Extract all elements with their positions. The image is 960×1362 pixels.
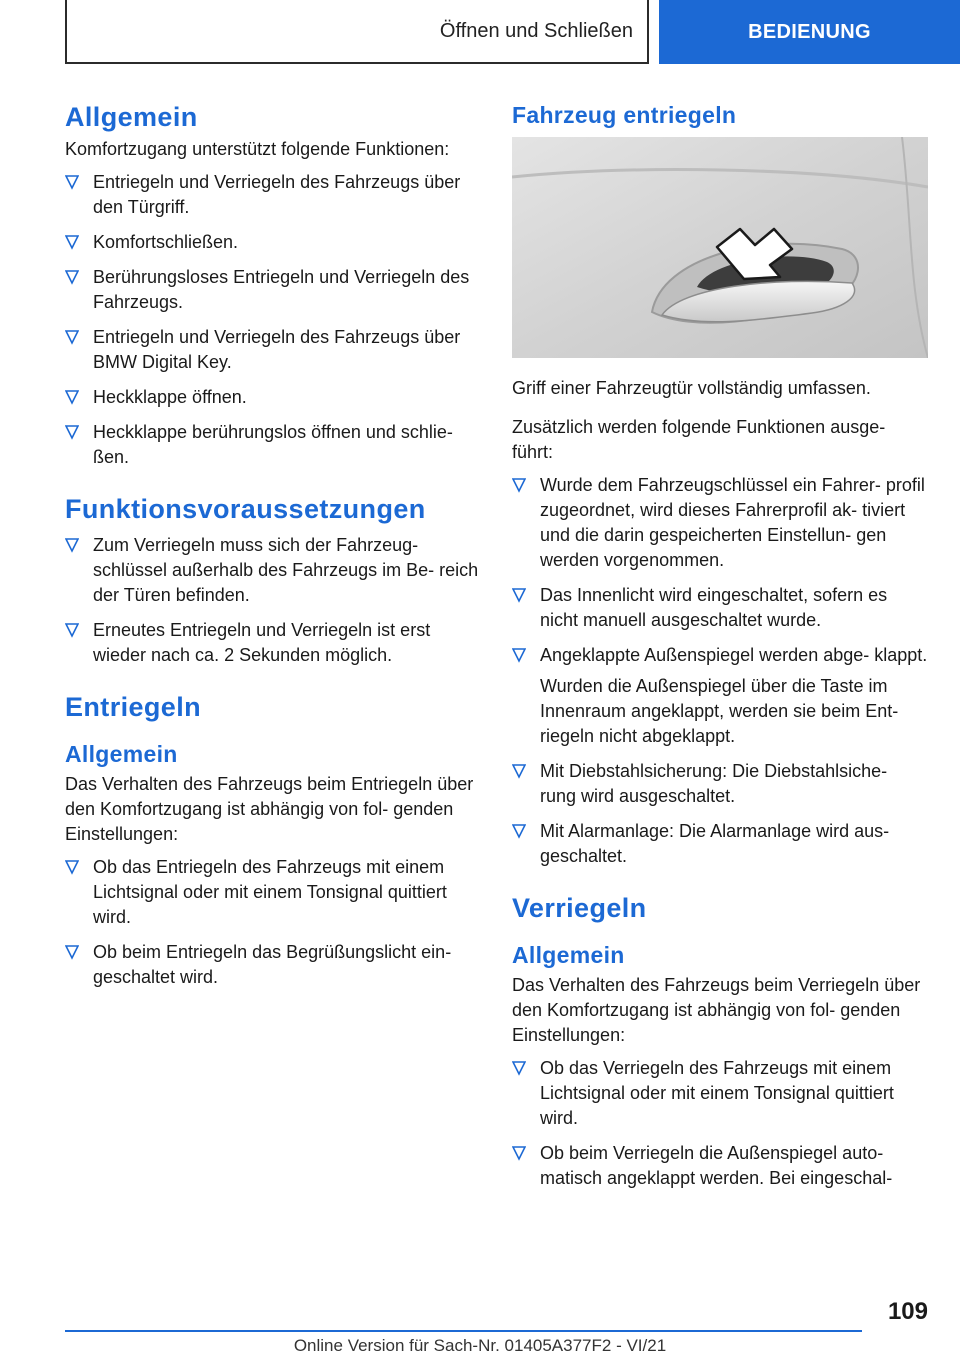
requirements-list	[65, 533, 480, 668]
subheading-allgemein: Allgemein	[65, 741, 178, 767]
triangle-bullet-icon	[65, 234, 79, 250]
triangle-bullet-icon	[512, 1145, 526, 1161]
function-list	[65, 170, 480, 470]
list-item-note: Wurden die Außenspiegel über die Taste im Innenraum angeklappt, werden sie beim Ent‐ riegeln nicht abgeklappt.	[540, 676, 899, 746]
triangle-bullet-icon	[512, 647, 526, 663]
triangle-bullet-icon	[512, 763, 526, 779]
additional-functions-text: Zusätzlich werden folgende Funktionen ausge‐ führt:	[512, 417, 886, 462]
entriegeln-text: Das Verhalten des Fahrzeugs beim Entriegeln über den Komfortzugang ist abhängig von fol‐ genden Einstellungen:	[65, 774, 474, 844]
triangle-bullet-icon	[65, 269, 79, 285]
list-item: Mit Alarmanlage: Die Alarmanlage wird aus‐ geschaltet.	[512, 819, 928, 869]
list-item: Mit Diebstahlsicherung: Die Diebstahlsiche‐ rung wird ausgeschaltet.	[512, 759, 928, 809]
entriegeln-settings-list	[65, 855, 480, 990]
list-item: Berührungsloses Entriegeln und Verriegeln des Fahrzeugs.	[65, 265, 480, 315]
triangle-bullet-icon	[512, 1060, 526, 1076]
triangle-bullet-icon	[65, 622, 79, 638]
heading-funktionsvoraussetzungen: Funktionsvoraussetzungen	[65, 494, 426, 524]
triangle-bullet-icon	[512, 477, 526, 493]
list-item: Heckklappe öffnen.	[65, 385, 480, 410]
chapter-title: Öffnen und Schließen	[439, 19, 633, 42]
verriegeln-text: Das Verhalten des Fahrzeugs beim Verriegeln über den Komfortzugang ist abhängig von fol‐ genden Einstellungen:	[512, 975, 921, 1045]
image-caption: Griff einer Fahrzeugtür vollständig umfassen.	[512, 378, 871, 398]
header-chapter	[65, 0, 649, 64]
triangle-bullet-icon	[65, 944, 79, 960]
door-handle-illustration	[512, 137, 928, 358]
footer-divider	[65, 1330, 862, 1332]
list-item: Ob beim Entriegeln das Begrüßungslicht ein‐ geschaltet wird.	[65, 940, 480, 990]
intro-text: Komfortzugang unterstützt folgende Funktionen:	[65, 139, 450, 159]
list-item: Ob das Verriegeln des Fahrzeugs mit einem Lichtsignal oder mit einem Tonsignal quittiert wird.	[512, 1056, 928, 1131]
triangle-bullet-icon	[65, 174, 79, 190]
header-section-tab[interactable]	[659, 0, 960, 64]
list-item: Komfortschließen.	[65, 230, 480, 255]
list-item: Wurde dem Fahrzeugschlüssel ein Fahrer‐ profil zugeordnet, wird dieses Fahrerprofil ak‐ tiviert und die darin gespeicherten Einstellun‐ gen werden vorgenommen.	[512, 473, 928, 573]
list-item: Entriegeln und Verriegeln des Fahrzeugs über den Türgriff.	[65, 170, 480, 220]
subheading-allgemein-verriegeln: Allgemein	[512, 942, 625, 968]
triangle-bullet-icon	[512, 587, 526, 603]
right-column	[512, 102, 928, 1201]
heading-verriegeln: Verriegeln	[512, 893, 647, 923]
heading-fahrzeug-entriegeln: Fahrzeug entriegeln	[512, 102, 737, 128]
page-number: 109	[887, 1298, 928, 1325]
triangle-bullet-icon	[65, 537, 79, 553]
triangle-bullet-icon	[65, 424, 79, 440]
heading-entriegeln: Entriegeln	[65, 692, 202, 722]
additional-functions-list	[512, 473, 928, 869]
triangle-bullet-icon	[512, 823, 526, 839]
triangle-bullet-icon	[65, 859, 79, 875]
left-column	[65, 102, 480, 1000]
triangle-bullet-icon	[65, 389, 79, 405]
list-item: Heckklappe berührungslos öffnen und schlie‐ ßen.	[65, 420, 480, 470]
list-item: Das Innenlicht wird eingeschaltet, sofern es nicht manuell ausgeschaltet wurde.	[512, 583, 928, 633]
heading-allgemein: Allgemein	[65, 102, 198, 132]
list-item: Ob beim Verriegeln die Außenspiegel auto‐ matisch angeklappt werden. Bei eingeschal‐	[512, 1141, 928, 1191]
section-title: BEDIENUNG	[748, 20, 871, 43]
verriegeln-settings-list	[512, 1056, 928, 1191]
list-item: Angeklappte Außenspiegel werden abge‐ klappt. Wurden die Außenspiegel über die Taste im Innenraum angeklappt, werden sie beim Ent‐ riegeln nicht abgeklappt.	[512, 643, 928, 749]
footer-version-text: Online Version für Sach-Nr. 01405A377F2 - VI/21	[293, 1336, 667, 1355]
list-item: Entriegeln und Verriegeln des Fahrzeugs über BMW Digital Key.	[65, 325, 480, 375]
list-item: Ob das Entriegeln des Fahrzeugs mit einem Lichtsignal oder mit einem Tonsignal quittiert wird.	[65, 855, 480, 930]
list-item: Zum Verriegeln muss sich der Fahrzeug‐ schlüssel außerhalb des Fahrzeugs im Be‐ reich der Türen befinden.	[65, 533, 480, 608]
triangle-bullet-icon	[65, 329, 79, 345]
list-item: Erneutes Entriegeln und Verriegeln ist erst wieder nach ca. 2 Sekunden möglich.	[65, 618, 480, 668]
